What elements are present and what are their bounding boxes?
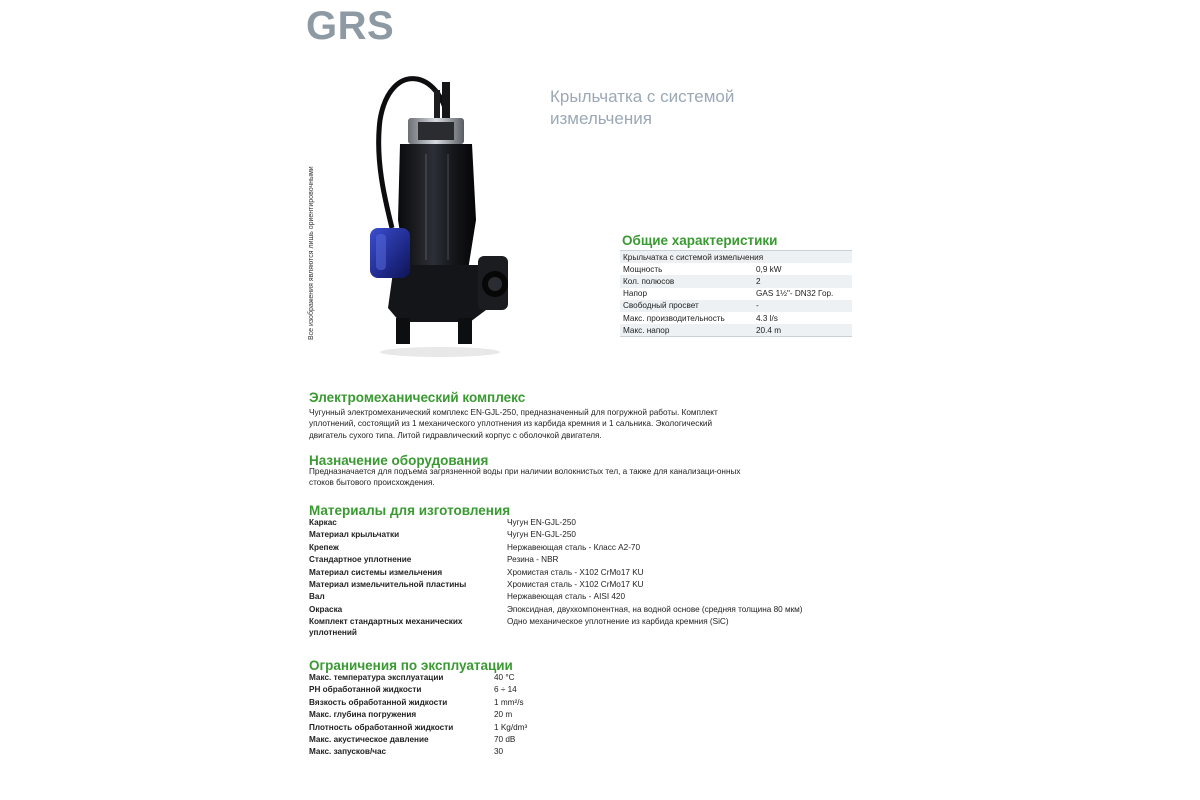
purpose-text: Предназначается для подъема загрязненной воды при наличии волокнистых тел, а также для канализаци-онных стоков бытового происхождения. xyxy=(309,467,741,488)
table-row xyxy=(309,723,527,735)
general-cell-value: 20.4 m xyxy=(753,324,852,337)
materials-cell-key: Крепеж xyxy=(309,542,339,552)
table-row xyxy=(620,251,852,264)
materials-cell-value: Чугун EN-GJL-250 xyxy=(507,518,576,527)
general-cell-value: 0,9 kW xyxy=(756,264,782,274)
image-disclaimer xyxy=(308,140,318,340)
limits-cell-value: 30 xyxy=(494,747,504,757)
table-row xyxy=(620,312,852,324)
table-row xyxy=(309,673,527,685)
materials-cell-key: Материал крыльчатки xyxy=(309,530,400,540)
materials-cell-value: Чугун EN-GJL-250 xyxy=(507,530,576,540)
general-cell-value: 2 xyxy=(753,275,852,287)
general-cell-key: Крыльчатка с системой измельчения xyxy=(620,251,852,264)
table-row xyxy=(309,617,803,638)
general-cell-key: Кол. полюсов xyxy=(620,275,753,287)
materials-cell-value: Нержавеющая сталь - AISI 420 xyxy=(507,592,626,602)
limits-cell-key: Вязкость обработанной жидкости xyxy=(309,697,448,707)
limits-cell-value: 20 m xyxy=(494,710,513,720)
table-row xyxy=(309,698,527,710)
table-row xyxy=(620,300,852,312)
table-row xyxy=(620,324,852,337)
table-row xyxy=(309,710,527,722)
table-row xyxy=(309,518,803,530)
general-cell-key: Мощность xyxy=(623,264,663,274)
limits-cell-value: 70 dB xyxy=(494,734,516,744)
limits-cell-key: Макс. запусков/час xyxy=(309,747,387,757)
table-row xyxy=(309,568,803,580)
general-characteristics-table xyxy=(620,250,852,337)
table-row xyxy=(620,288,852,300)
materials-cell-value: Хромистая сталь - X102 CrMo17 KU xyxy=(507,579,644,589)
materials-heading: Материалы для изготовления xyxy=(309,503,511,518)
materials-cell-value: Хромистая сталь - X102 CrMo17 KU xyxy=(507,567,644,577)
image-disclaimer-text: Все изображения являются лишь ориентировочными xyxy=(308,166,315,340)
pump-product-image xyxy=(330,60,550,360)
materials-cell-value: Эпоксидная, двухкомпонентная, на водной основе (средняя толщина 80 мкм) xyxy=(507,604,803,614)
materials-table xyxy=(309,518,803,638)
materials-cell-key: Материал измельчительной пластины xyxy=(309,579,467,589)
page-title: GRS xyxy=(306,4,395,48)
operating-limits-heading: Ограничения по эксплуатации xyxy=(309,658,513,673)
table-row xyxy=(309,530,803,542)
materials-cell-key: Каркас xyxy=(309,518,337,527)
general-cell-key: Макс. напор xyxy=(620,324,753,337)
product-subtitle: Крыльчатка с системой измельчения xyxy=(550,87,735,128)
operating-limits-table xyxy=(309,673,527,760)
limits-cell-key: Макс. акустическое давление xyxy=(309,734,429,744)
table-row xyxy=(309,735,527,747)
limits-cell-key: Макс. глубина погружения xyxy=(309,710,417,720)
electromechanical-heading: Электромеханический комплекс xyxy=(309,390,526,405)
limits-cell-key: PH обработанной жидкости xyxy=(309,685,422,695)
general-characteristics-heading: Общие характеристики xyxy=(622,233,778,248)
table-row xyxy=(309,543,803,555)
materials-cell-key: Окраска xyxy=(309,604,343,614)
limits-cell-key: Макс. температура эксплуатации xyxy=(309,673,444,682)
general-cell-value: GAS 1½"- DN32 Гор. xyxy=(756,289,834,299)
table-row xyxy=(620,275,852,287)
general-cell-value: - xyxy=(753,300,852,312)
materials-cell-key: Материал системы измельчения xyxy=(309,567,443,577)
table-row xyxy=(620,263,852,275)
general-cell-key: Напор xyxy=(623,289,648,299)
electromechanical-text: Чугунный электромеханический комплекс EN-GJL-250, предназначенный для погружной работы. Комплект уплотнений, состоящий из 1 механического уплотнения из карбида кремния и 1 сальника. Экологический двигатель сухого типа. Литой гидравлический корпус с оболочкой двигателя. xyxy=(309,408,718,440)
purpose-heading: Назначение оборудования xyxy=(309,453,489,468)
limits-cell-value: 40 °C xyxy=(494,673,515,682)
materials-cell-value: Нержавеющая сталь - Класс A2-70 xyxy=(507,542,641,552)
table-row xyxy=(309,747,527,759)
table-row xyxy=(309,580,803,592)
table-row xyxy=(309,555,803,567)
table-row xyxy=(309,685,527,697)
limits-cell-key: Плотность обработанной жидкости xyxy=(309,722,454,732)
limits-cell-value: 1 Kg/dm³ xyxy=(494,722,528,732)
materials-cell-value: Резина - NBR xyxy=(507,555,559,565)
general-cell-value: 4.3 l/s xyxy=(756,313,778,323)
materials-cell-key: Стандартное уплотнение xyxy=(309,555,412,565)
general-cell-key: Макс. производительность xyxy=(623,313,725,323)
materials-cell-key: Комплект стандартных механических уплотнений xyxy=(309,617,463,637)
limits-cell-value: 6 ÷ 14 xyxy=(494,685,517,695)
materials-cell-value: Одно механическое уплотнение из карбида кремния (SiC) xyxy=(507,617,729,627)
materials-cell-key: Вал xyxy=(309,592,325,602)
table-row xyxy=(309,605,803,617)
table-row xyxy=(309,592,803,604)
general-cell-key: Свободный просвет xyxy=(620,300,753,312)
limits-cell-value: 1 mm²/s xyxy=(494,697,524,707)
